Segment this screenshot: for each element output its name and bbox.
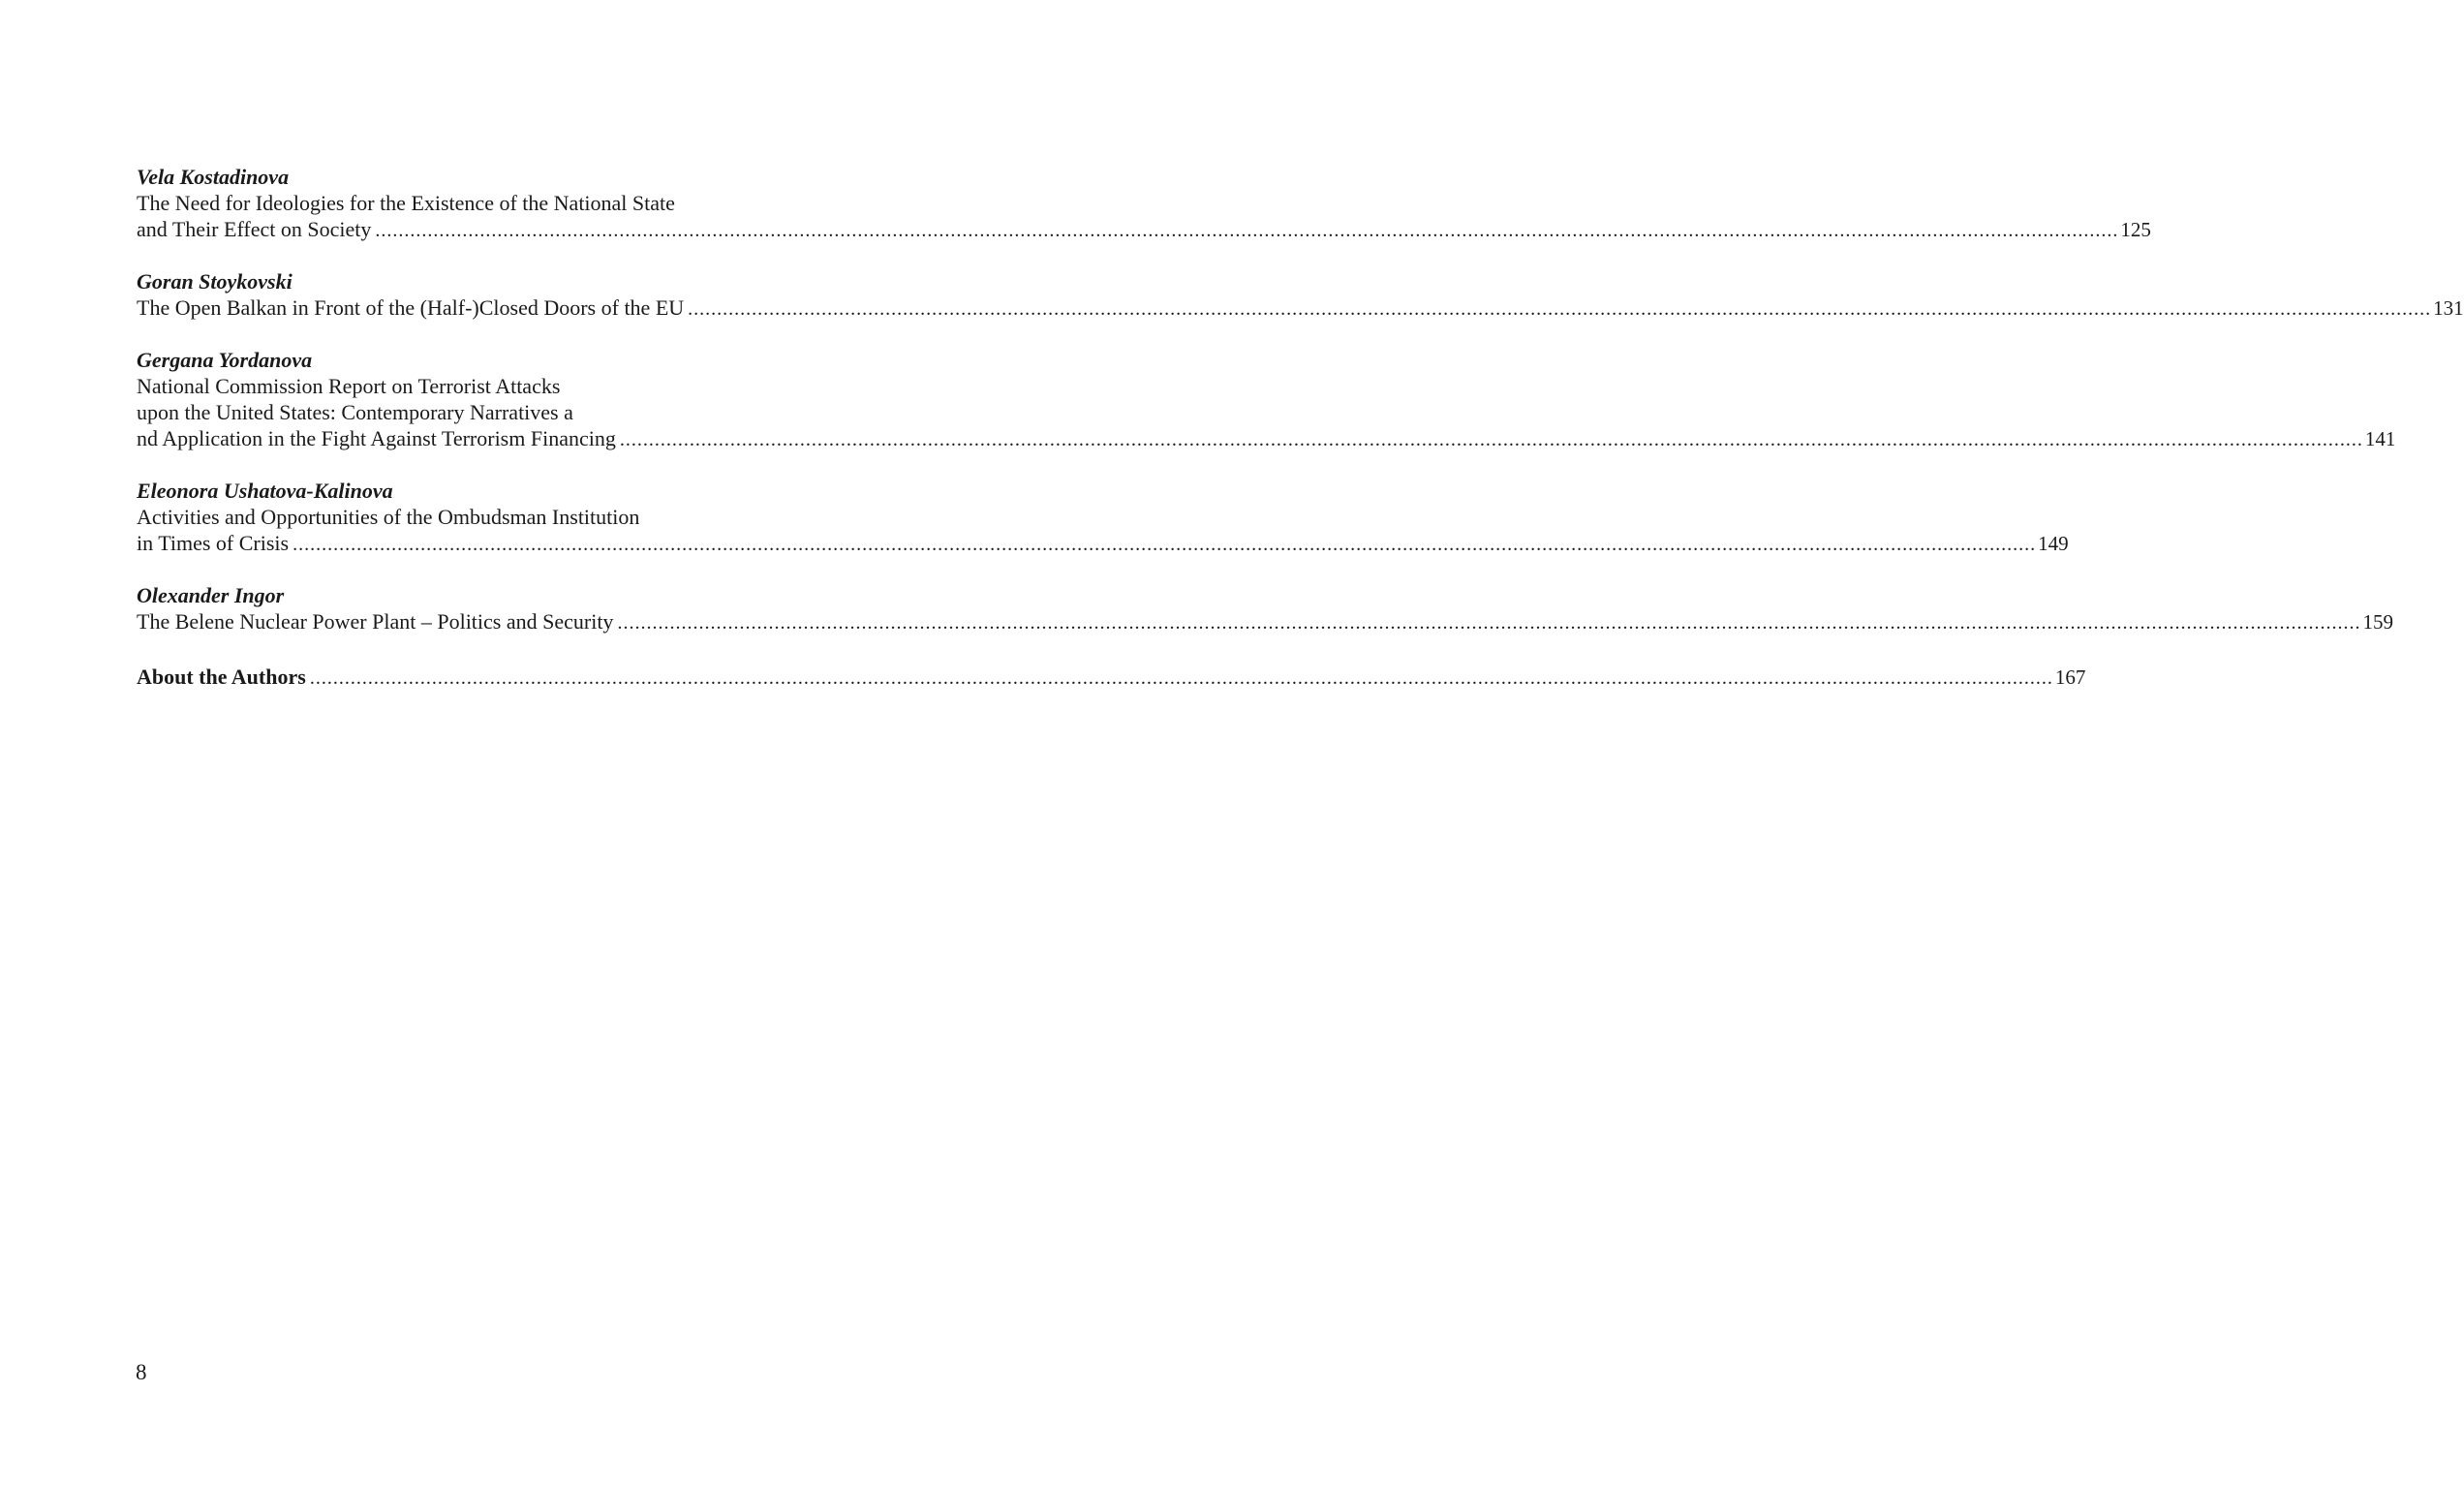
entry-title-line: upon the United States: Contemporary Narratives a — [137, 400, 573, 424]
entry-title-line: National Commission Report on Terrorist Attacks — [137, 374, 561, 398]
dot-leader: ............................................................................................................................................................................................................................................................................................................ — [688, 298, 2432, 320]
entry-title-final-line — [137, 294, 2464, 321]
entry-title-text: nd Application in the Fight Against Terrorism Financing — [137, 426, 616, 450]
entry-author: Gergana Yordanova — [137, 348, 313, 372]
dot-leader: ............................................................................................................................................................................................................................................................................................................ — [375, 220, 2119, 241]
dot-leader: ............................................................................................................................................................................................................................................................................................................ — [619, 429, 2363, 450]
entry-page-number: 125 — [2120, 218, 2151, 241]
entry-title-text: The Open Balkan in Front of the (Half-)Closed Doors of the EU — [137, 295, 685, 320]
entry-author: Goran Stoykovski — [137, 269, 293, 294]
entry-title-line: Activities and Opportunities of the Ombudsman Institution — [137, 505, 640, 529]
about-authors-entry — [137, 664, 2086, 690]
entry-title-final-line — [137, 216, 2151, 242]
entry-title-text: The Belene Nuclear Power Plant – Politics and Security — [137, 609, 614, 634]
entry-title-text: in Times of Crisis — [137, 531, 290, 555]
dot-leader: ............................................................................................................................................................................................................................................................................................................ — [293, 534, 2037, 555]
entry-title-final-line — [137, 530, 2069, 556]
toc-entry — [137, 164, 2151, 242]
dot-leader: ............................................................................................................................................................................................................................................................................................................ — [309, 667, 2053, 689]
toc-entry — [137, 268, 2464, 321]
entry-author: Olexander Ingor — [137, 583, 285, 607]
entry-page-number: 149 — [2038, 532, 2069, 555]
about-authors-label: About the Authors — [137, 665, 306, 689]
table-of-contents — [137, 164, 2464, 690]
dot-leader: ............................................................................................................................................................................................................................................................................................................ — [617, 612, 2361, 634]
entry-title-final-line — [137, 608, 2393, 635]
entry-author: Eleonora Ushatova-Kalinova — [137, 479, 393, 503]
about-authors-page-number: 167 — [2054, 666, 2086, 689]
entry-title-line: The Need for Ideologies for the Existence of the National State — [137, 191, 675, 215]
entry-title-final-line — [137, 425, 2396, 451]
entry-page-number: 131 — [2433, 296, 2464, 320]
entry-page-number: 141 — [2364, 427, 2396, 450]
page-number: 8 — [136, 1360, 147, 1384]
toc-entry — [137, 347, 2396, 451]
toc-entry — [137, 582, 2393, 635]
entry-author: Vela Kostadinova — [137, 165, 290, 189]
entry-page-number: 159 — [2362, 610, 2393, 634]
entry-title-text: and Their Effect on Society — [137, 217, 372, 241]
toc-entry — [137, 478, 2069, 556]
